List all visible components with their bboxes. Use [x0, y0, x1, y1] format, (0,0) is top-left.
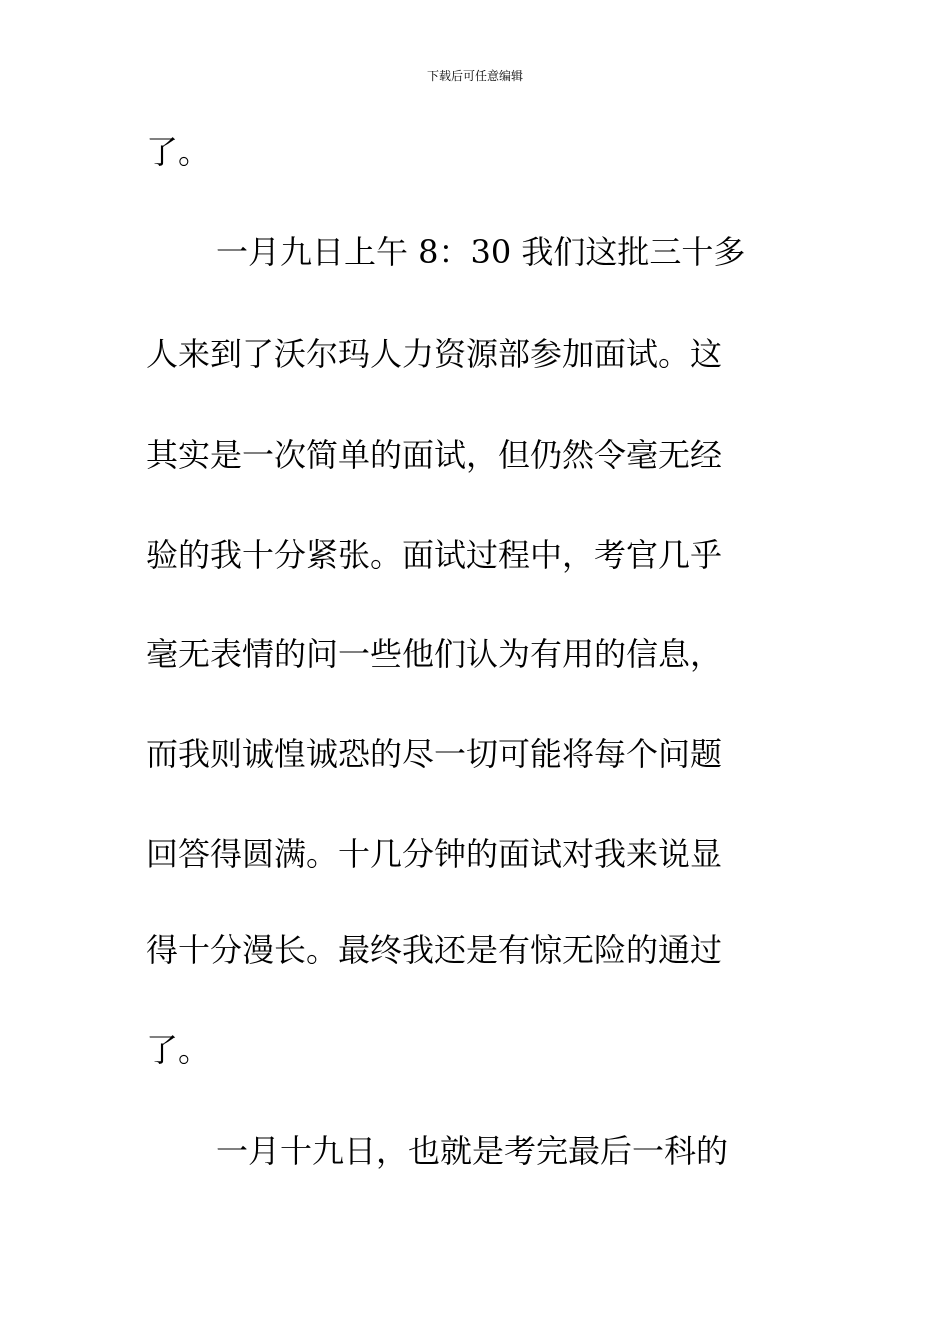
text-line-5: 验的我十分紧张。面试过程中，考官几乎 — [146, 536, 723, 574]
text-line-11: 一月十九日，也就是考完最后一科的 — [216, 1132, 729, 1170]
text-line-2: 一月九日上午 8：30 我们这批三十多 — [216, 233, 746, 271]
text-line-1: 了。 — [146, 133, 211, 171]
page-header-note: 下载后可任意编辑 — [426, 69, 523, 83]
text-line-10: 了。 — [146, 1031, 211, 1069]
text-line-6: 毫无表情的问一些他们认为有用的信息， — [146, 635, 723, 673]
text-line-7: 而我则诚惶诚恐的尽一切可能将每个问题 — [146, 735, 723, 773]
text-line-8: 回答得圆满。十几分钟的面试对我来说显 — [146, 835, 723, 873]
text-line-4: 其实是一次简单的面试，但仍然令毫无经 — [146, 436, 723, 474]
text-line-3: 人来到了沃尔玛人力资源部参加面试。这 — [146, 335, 723, 373]
text-line-9: 得十分漫长。最终我还是有惊无险的通过 — [146, 931, 723, 969]
